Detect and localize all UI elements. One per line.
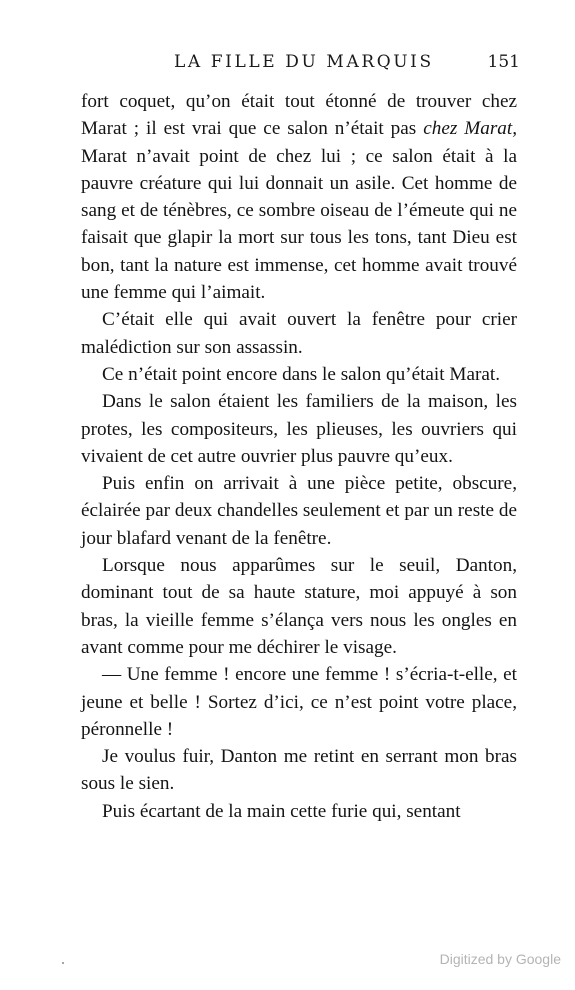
paragraph bbox=[81, 743, 517, 798]
text-run: Dans le salon étaient les familiers de la maison, les protes, les compositeurs, les plieuses, les ouvriers qui vivaient de cet autre ouvrier plus pauvre qu’eux. bbox=[81, 391, 517, 467]
paragraph bbox=[81, 661, 517, 743]
text-run: Lorsque nous apparûmes sur le seuil, Danton, dominant tout de sa haute stature, moi appuyé à son bras, la vieille femme s’élança vers nous les ongles en avant comme pour me déchirer le visage. bbox=[81, 555, 517, 658]
paragraph bbox=[81, 470, 517, 552]
paragraph bbox=[81, 306, 517, 361]
paragraph bbox=[81, 388, 517, 470]
paragraph bbox=[81, 552, 517, 661]
text-run: Ce n’était point encore dans le salon qu’était Marat. bbox=[102, 363, 501, 385]
digitized-watermark: Digitized by Google bbox=[439, 951, 561, 967]
paragraph bbox=[81, 361, 517, 388]
text-run: C’était elle qui avait ouvert la fenêtre pour crier malédiction sur son assassin. bbox=[81, 309, 517, 358]
running-head bbox=[80, 52, 520, 80]
paragraph bbox=[81, 798, 517, 825]
italic-text: chez Marat, bbox=[423, 118, 518, 140]
text-run: Puis écartant de la main cette furie qui, sentant bbox=[102, 800, 461, 822]
running-title: LA FILLE DU MARQUIS bbox=[174, 52, 434, 72]
text-run: Marat n’avait point de chez lui ; ce salon était à la pauvre créature qui lui donnait un asile. Cet homme de sang et de ténèbres, ce sombre oiseau de l’émeute qui ne faisait que glapir la mort sur tous les tons, tant Dieu est bon, tant la nature est immense, cet homme avait trouvé une femme qui l’aimait. bbox=[81, 145, 517, 304]
text-run: Je voulus fuir, Danton me retint en serrant mon bras sous le sien. bbox=[81, 746, 517, 795]
page-number: 151 bbox=[487, 52, 520, 72]
text-run: — Une femme ! encore une femme ! s’écria-t-elle, et jeune et belle ! Sortez d’ici, ce n’est point votre place, péronnelle ! bbox=[81, 664, 517, 740]
body-text bbox=[81, 88, 517, 825]
text-run: Puis enfin on arrivait à une pièce petite, obscure, éclairée par deux chandelles seulement et par un reste de jour blafard venant de la fenêtre. bbox=[81, 473, 517, 549]
print-speck bbox=[62, 962, 64, 964]
text-run: fort coquet, qu’on était tout étonné de trouver chez Marat ; il est vrai que ce salon n’était pas bbox=[81, 91, 517, 140]
paragraph bbox=[81, 88, 517, 306]
